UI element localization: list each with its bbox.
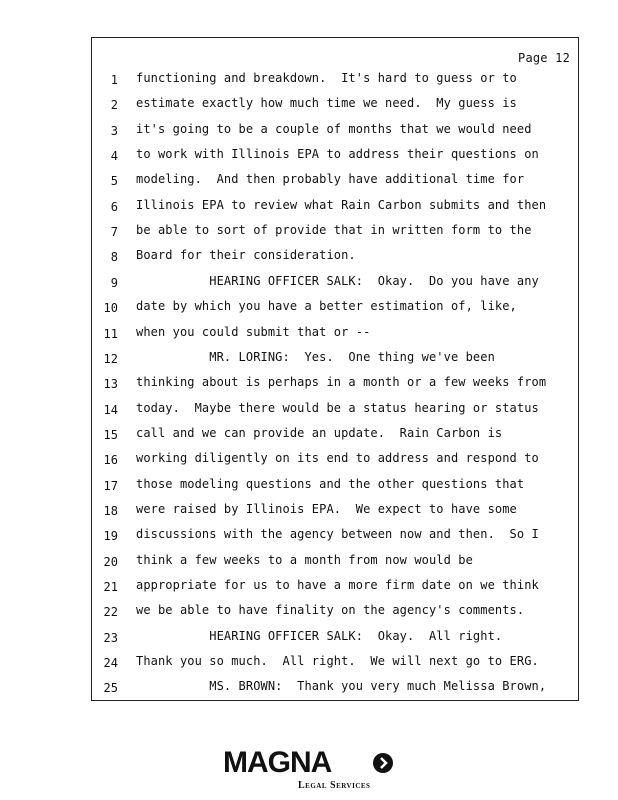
transcript-line [92,477,578,502]
line-number: 11 [103,326,118,341]
line-number: 13 [103,377,118,392]
transcript-line [92,147,578,172]
line-text: appropriate for us to have a more firm date on we think [136,578,539,592]
line-text: Board for their consideration. [136,248,356,263]
transcript-line [92,629,578,654]
line-number: 19 [103,529,118,544]
line-number: 12 [103,351,118,366]
transcript-line [92,502,578,527]
transcript-line [92,350,578,375]
line-text: were raised by Illinois EPA. We expect to have some [136,501,517,516]
line-text: modeling. And then probably have additional time for [136,172,525,187]
line-text: MR. LORING: Yes. One thing we've been [136,349,495,364]
line-number: 18 [103,503,118,518]
line-number: 4 [110,149,118,164]
line-number: 23 [103,630,118,645]
line-text: think a few weeks to a month from now would be [136,552,473,567]
line-number: 16 [103,453,118,468]
page-number: Page 12 [518,51,570,65]
line-text: when you could submit that or -- [136,324,371,339]
line-text: to work with Illinois EPA to address their questions on [136,147,539,162]
line-number: 20 [103,554,118,569]
line-text: date by which you have a better estimation of, like, [136,299,517,314]
line-text: Thank you so much. All right. We will next go to ERG. [136,654,539,669]
line-number: 24 [103,656,118,671]
line-number: 15 [103,427,118,442]
transcript-line [92,223,578,248]
line-number: 1 [110,73,118,87]
transcript-line [92,451,578,476]
logo-wordmark: MAGNA [223,746,332,779]
line-text: today. Maybe there would be a status hearing or status [136,400,539,415]
line-number: 21 [103,580,118,594]
line-text: thinking about is perhaps in a month or a few weeks from [136,375,547,390]
line-number: 5 [110,174,118,189]
line-number: 6 [110,199,118,214]
transcript-line [92,198,578,223]
line-text: estimate exactly how much time we need. My guess is [136,96,517,111]
line-text: discussions with the agency between now and then. So I [136,527,539,542]
line-number: 8 [110,250,118,265]
transcript-line [92,553,578,578]
line-text: we be able to have finality on the agency's comments. [136,603,525,618]
line-text: HEARING OFFICER SALK: Okay. All right. [136,628,503,643]
line-number: 25 [103,681,118,696]
line-number: 9 [110,275,118,290]
line-text: MS. BROWN: Thank you very much Melissa Brown, [136,679,547,694]
line-text: be able to sort of provide that in written form to the [136,223,532,238]
line-text: functioning and breakdown. It's hard to guess or to [136,71,517,85]
transcript-line [92,172,578,197]
transcript-line [92,299,578,324]
magna-logo [223,746,398,794]
transcript-line [92,325,578,350]
transcript-line [92,679,578,704]
line-text: it's going to be a couple of months that we would need [136,121,532,136]
transcript-line [92,248,578,273]
transcript-line [92,375,578,400]
line-number: 10 [103,301,118,316]
transcript-line [92,426,578,451]
transcript-line [92,603,578,628]
transcript-line [92,96,578,121]
transcript-line [92,527,578,552]
transcript-line [92,401,578,426]
line-text: HEARING OFFICER SALK: Okay. Do you have any [136,273,539,288]
line-text: working diligently on its end to address and respond to [136,451,539,466]
line-number: 7 [110,225,118,240]
line-number: 3 [110,123,118,138]
arrow-circle-icon [373,753,393,773]
transcript-page [91,37,579,701]
line-number: 14 [103,402,118,417]
line-text: those modeling questions and the other questions that [136,476,525,491]
line-text: Illinois EPA to review what Rain Carbon submits and then [136,197,547,212]
transcript-line [92,122,578,147]
line-number: 22 [103,605,118,620]
transcript-line [92,274,578,299]
transcript-line [92,578,578,603]
line-number: 17 [103,478,118,493]
line-number: 2 [110,98,118,113]
transcript-line [92,654,578,679]
line-text: call and we can provide an update. Rain Carbon is [136,425,503,440]
logo-tagline: Legal Services [298,780,371,791]
transcript-line [92,71,578,96]
